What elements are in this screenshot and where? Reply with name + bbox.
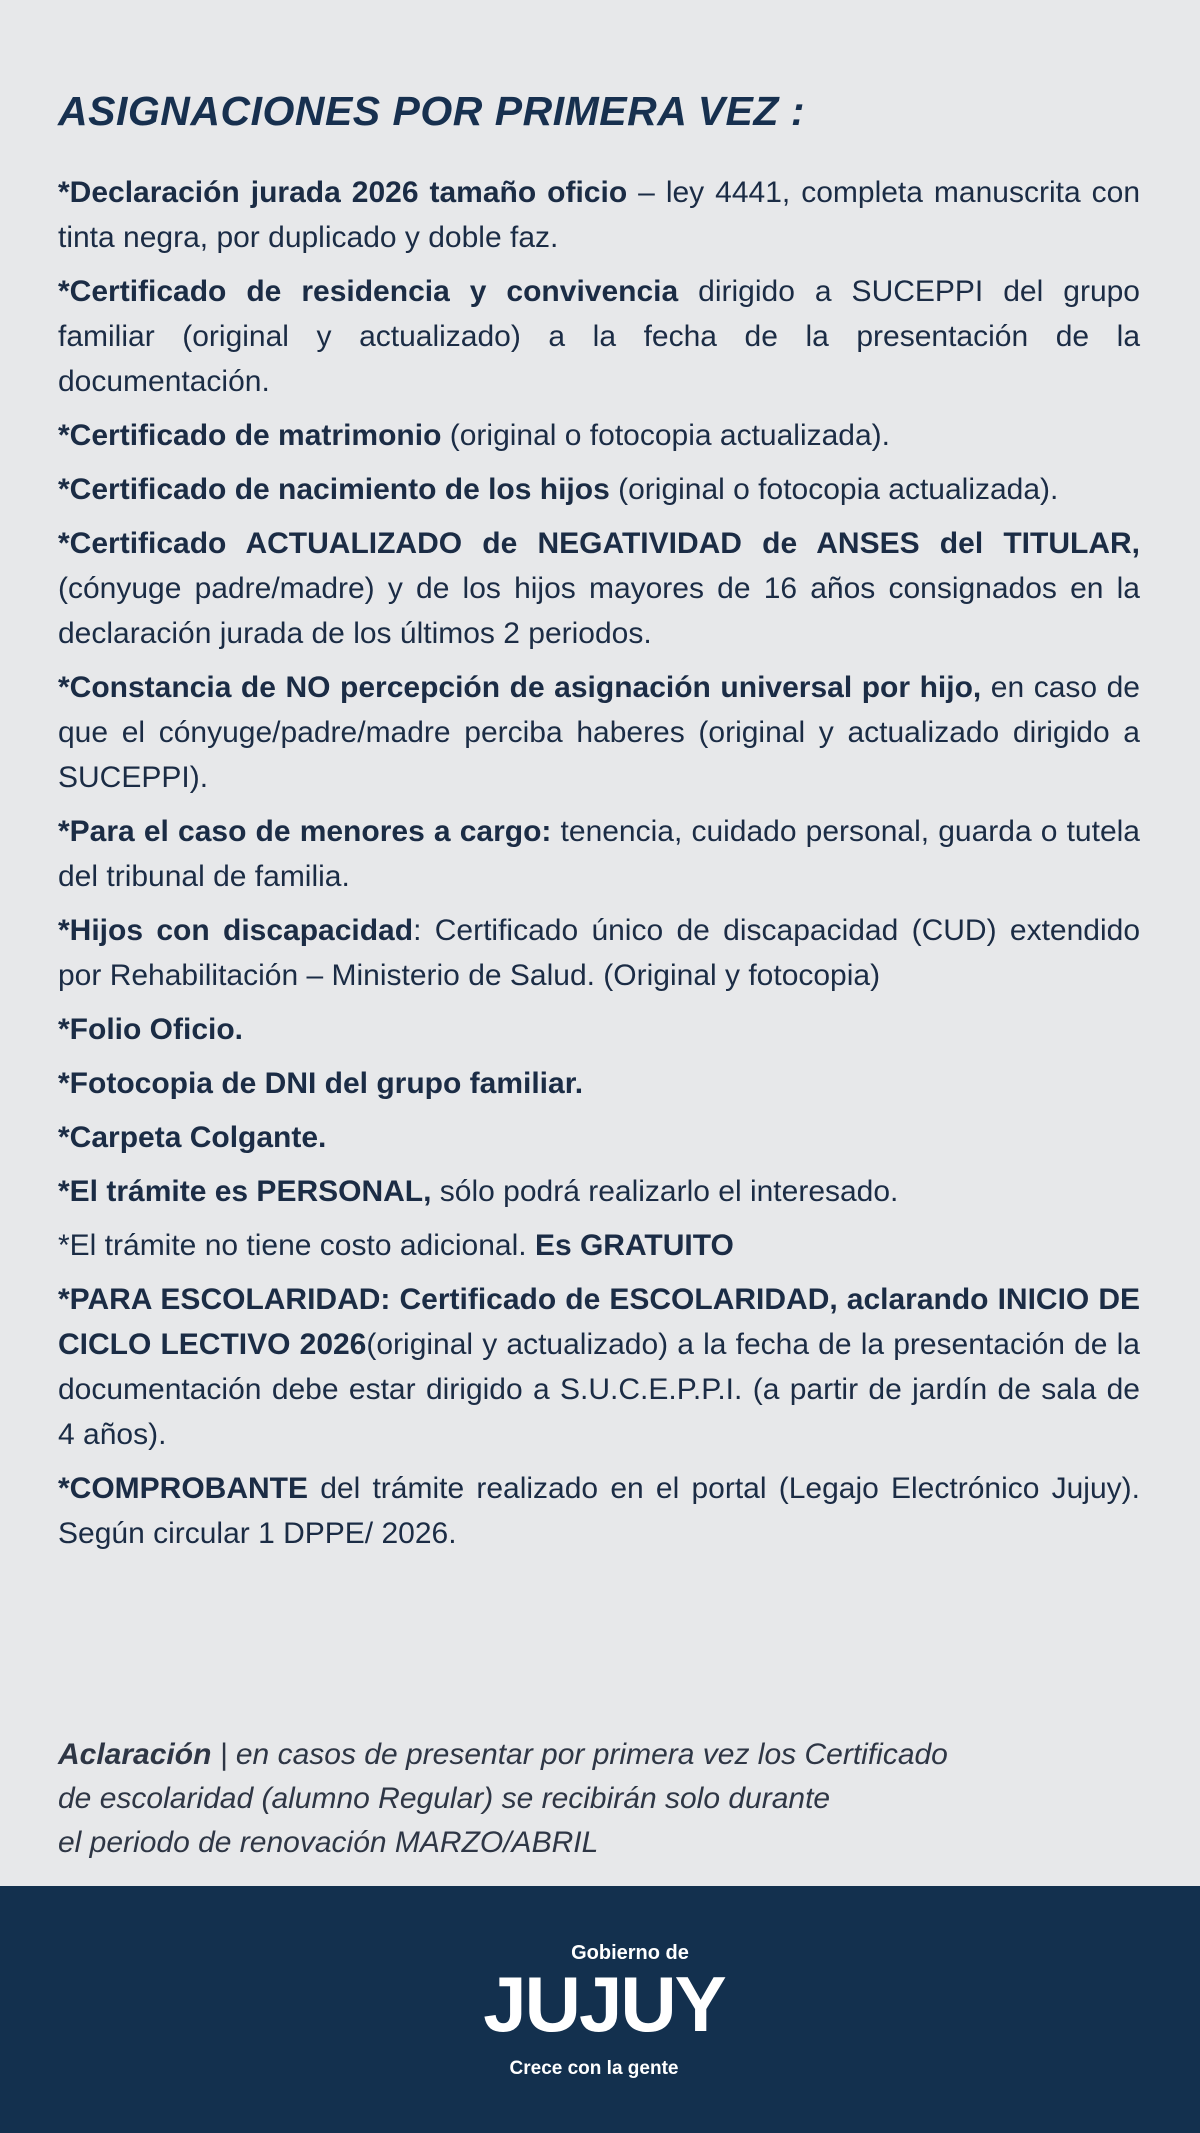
- requirement-tramite-personal: *El trámite es PERSONAL, sólo podrá realizarlo el interesado.: [58, 1175, 899, 1208]
- logo-top-text: Gobierno de: [571, 1942, 689, 1964]
- note-line-1: Aclaración | en casos de presentar por primera vez los Certificado: [58, 1738, 948, 1771]
- clarification-note: [58, 1733, 1140, 1865]
- requirement-carpeta-colgante: *Carpeta Colgante.: [58, 1121, 327, 1154]
- page-title: ASIGNACIONES POR PRIMERA VEZ :: [58, 88, 805, 134]
- requirement-constancia-auh: *Constancia de NO percepción de asignación universal por hijo, en caso de que el cónyuge/padre/madre perciba haberes (original y actualizado dirigido a SUCEPPI).: [58, 671, 1140, 794]
- requirement-certificado-nacimiento: *Certificado de nacimiento de los hijos (original o fotocopia actualizada).: [58, 473, 1059, 506]
- requirement-fotocopia-dni: *Fotocopia de DNI del grupo familiar.: [58, 1067, 584, 1100]
- logo-wordmark: JUJUY: [483, 1960, 725, 2048]
- requirements-list: [58, 170, 1140, 1565]
- requirement-folio-oficio: *Folio Oficio.: [58, 1013, 243, 1046]
- requirement-certificado-residencia: *Certificado de residencia y convivencia dirigido a SUCEPPI del grupo familiar (original y actualizado) a la fecha de la presentación de la documentación.: [58, 275, 1140, 398]
- logo-tagline: Crece con la gente: [509, 2058, 679, 2079]
- requirement-comprobante: *COMPROBANTE del trámite realizado en el portal (Legajo Electrónico Jujuy). Según circular 1 DPPE/ 2026.: [58, 1472, 1140, 1550]
- requirement-menores-a-cargo: *Para el caso de menores a cargo: tenencia, cuidado personal, guarda o tutela del tribunal de familia.: [58, 815, 1140, 893]
- footer-banner: [0, 1886, 1200, 2133]
- note-line-3: el periodo de renovación MARZO/ABRIL: [58, 1826, 599, 1859]
- requirement-tramite-gratuito: *El trámite no tiene costo adicional. Es GRATUITO: [58, 1229, 734, 1262]
- requirement-certificado-matrimonio: *Certificado de matrimonio (original o fotocopia actualizada).: [58, 419, 890, 452]
- note-label: Aclaración: [58, 1738, 212, 1771]
- requirement-negatividad-anses: *Certificado ACTUALIZADO de NEGATIVIDAD de ANSES del TITULAR, (cónyuge padre/madre) y de los hijos mayores de 16 años consignados en la declaración jurada de los últimos 2 periodos.: [58, 527, 1140, 650]
- requirement-hijos-discapacidad: *Hijos con discapacidad: Certificado único de discapacidad (CUD) extendido por Rehabilitación – Ministerio de Salud. (Original y fotocopia): [58, 914, 1141, 992]
- requirement-escolaridad: *PARA ESCOLARIDAD: Certificado de ESCOLARIDAD, aclarando INICIO DE CICLO LECTIVO 2026(original y actualizado) a la fecha de la presentación de la documentación debe estar dirigido a S.U.C.E.P.P.I. (a partir de jardín de sala de 4 años).: [58, 1283, 1140, 1451]
- requirement-declaracion-jurada: *Declaración jurada 2026 tamaño oficio – ley 4441, completa manuscrita con tinta negra, por duplicado y doble faz.: [58, 176, 1140, 254]
- gobierno-jujuy-logo: [474, 1942, 734, 2092]
- note-line-2: de escolaridad (alumno Regular) se recibirán solo durante: [58, 1782, 831, 1815]
